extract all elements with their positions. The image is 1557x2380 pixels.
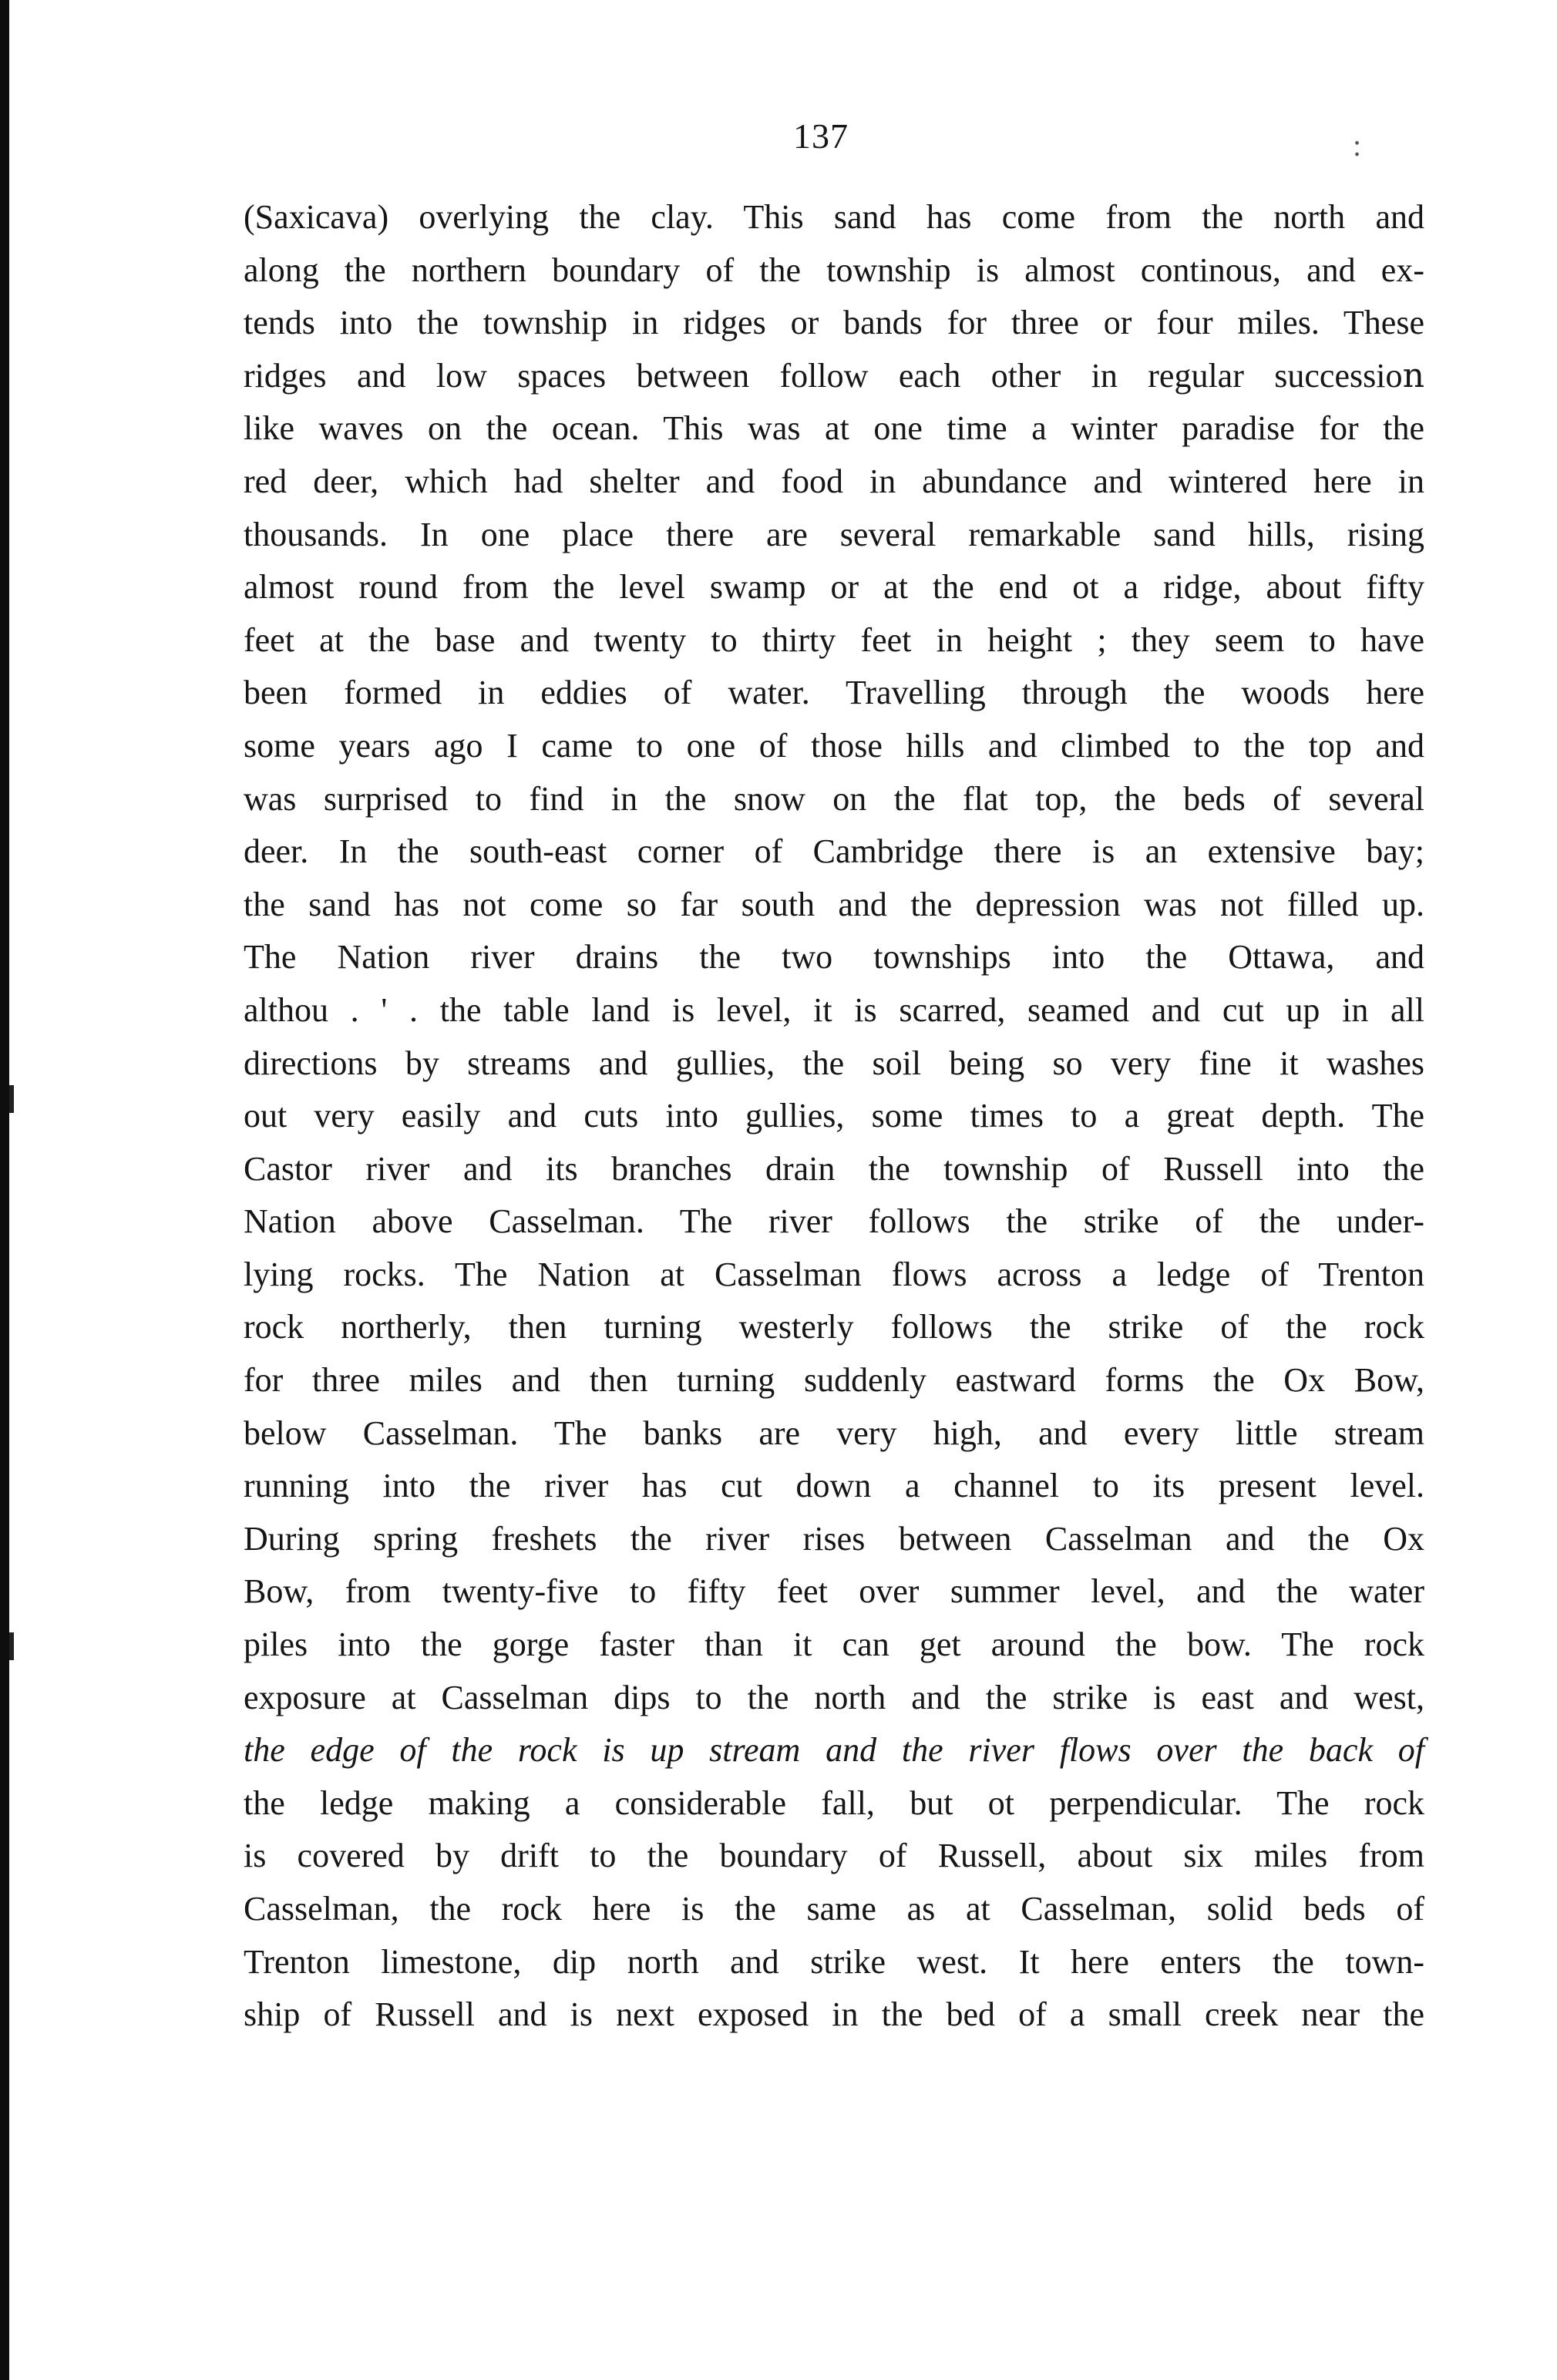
- text-line: along the northern boundary of the township is almost continous, and ex-: [244, 250, 1424, 289]
- text-line: rock northerly, then turning westerly follows the strike of the rock: [244, 1308, 1424, 1346]
- text-line: althou . ' . the table land is level, it is scarred, seamed and cut up in all: [244, 990, 1424, 1029]
- text-line: Casselman, the rock here is the same as at Casselman, solid beds of: [244, 1890, 1424, 1928]
- text-line: thousands. In one place there are several remarkable sand hills, rising: [244, 515, 1424, 553]
- text-line: (Saxicava) overlying the clay. This sand has come from the north and: [244, 198, 1424, 236]
- corner-mark: :: [1353, 128, 1362, 163]
- text-line: feet at the base and twenty to thirty feet in height ; they seem to have: [244, 620, 1424, 659]
- text-line: deer. In the south-east corner of Cambridge there is an extensive bay;: [244, 832, 1424, 871]
- page-number: 137: [793, 116, 849, 156]
- binding-mark: [9, 1085, 14, 1113]
- text-line: Trenton limestone, dip north and strike west. It here enters the town-: [244, 1942, 1424, 1981]
- text-line: red deer, which had shelter and food in abundance and wintered here in: [244, 462, 1424, 500]
- text-line: The Nation river drains the two townships into the Ottawa, and: [244, 938, 1424, 977]
- text-line: the edge of the rock is up stream and the river flows over the back of: [244, 1731, 1424, 1770]
- text-line: During spring freshets the river rises between Casselman and the Ox: [244, 1519, 1424, 1558]
- text-line: Bow, from twenty-five to fifty feet over summer level, and the water: [244, 1572, 1424, 1611]
- text-line: Nation above Casselman. The river follows the strike of the under-: [244, 1202, 1424, 1241]
- text-line: for three miles and then turning suddenly eastward forms the Ox Bow,: [244, 1361, 1424, 1400]
- text-line: Castor river and its branches drain the township of Russell into the: [244, 1149, 1424, 1188]
- text-line: out very easily and cuts into gullies, some times to a great depth. The: [244, 1097, 1424, 1135]
- body-text: [244, 191, 1424, 2042]
- text-line: almost round from the level swamp or at the end ot a ridge, about fifty: [244, 568, 1424, 607]
- text-line: like waves on the ocean. This was at one time a winter paradise for the: [244, 409, 1424, 448]
- text-line: ship of Russell and is next exposed in the bed of a small creek near the: [244, 1995, 1424, 2034]
- text-line: lying rocks. The Nation at Casselman flows across a ledge of Trenton: [244, 1255, 1424, 1293]
- text-line: running into the river has cut down a channel to its present level.: [244, 1467, 1424, 1505]
- text-line: some years ago I came to one of those hills and climbed to the top and: [244, 726, 1424, 765]
- binding-edge: [0, 0, 9, 2380]
- binding-mark: [9, 1632, 14, 1660]
- text-line: is covered by drift to the boundary of Russell, about six miles from: [244, 1837, 1424, 1875]
- text-line: was surprised to find in the snow on the flat top, the beds of several: [244, 779, 1424, 818]
- text-line: the sand has not come so far south and the depression was not filled up.: [244, 885, 1424, 923]
- text-line: the ledge making a considerable fall, but ot perpendicular. The rock: [244, 1783, 1424, 1822]
- text-line: exposure at Casselman dips to the north and the strike is east and west,: [244, 1678, 1424, 1716]
- text-line: ridges and low spaces between follow each other in regular successioո: [244, 356, 1424, 395]
- text-line: directions by streams and gullies, the soil being so very fine it washes: [244, 1044, 1424, 1082]
- text-line: piles into the gorge faster than it can get around the bow. The rock: [244, 1625, 1424, 1664]
- text-line: been formed in eddies of water. Travelling through the woods here: [244, 674, 1424, 712]
- text-line: below Casselman. The banks are very high, and every little stream: [244, 1414, 1424, 1452]
- text-line: tends into the township in ridges or bands for three or four miles. These: [244, 304, 1424, 342]
